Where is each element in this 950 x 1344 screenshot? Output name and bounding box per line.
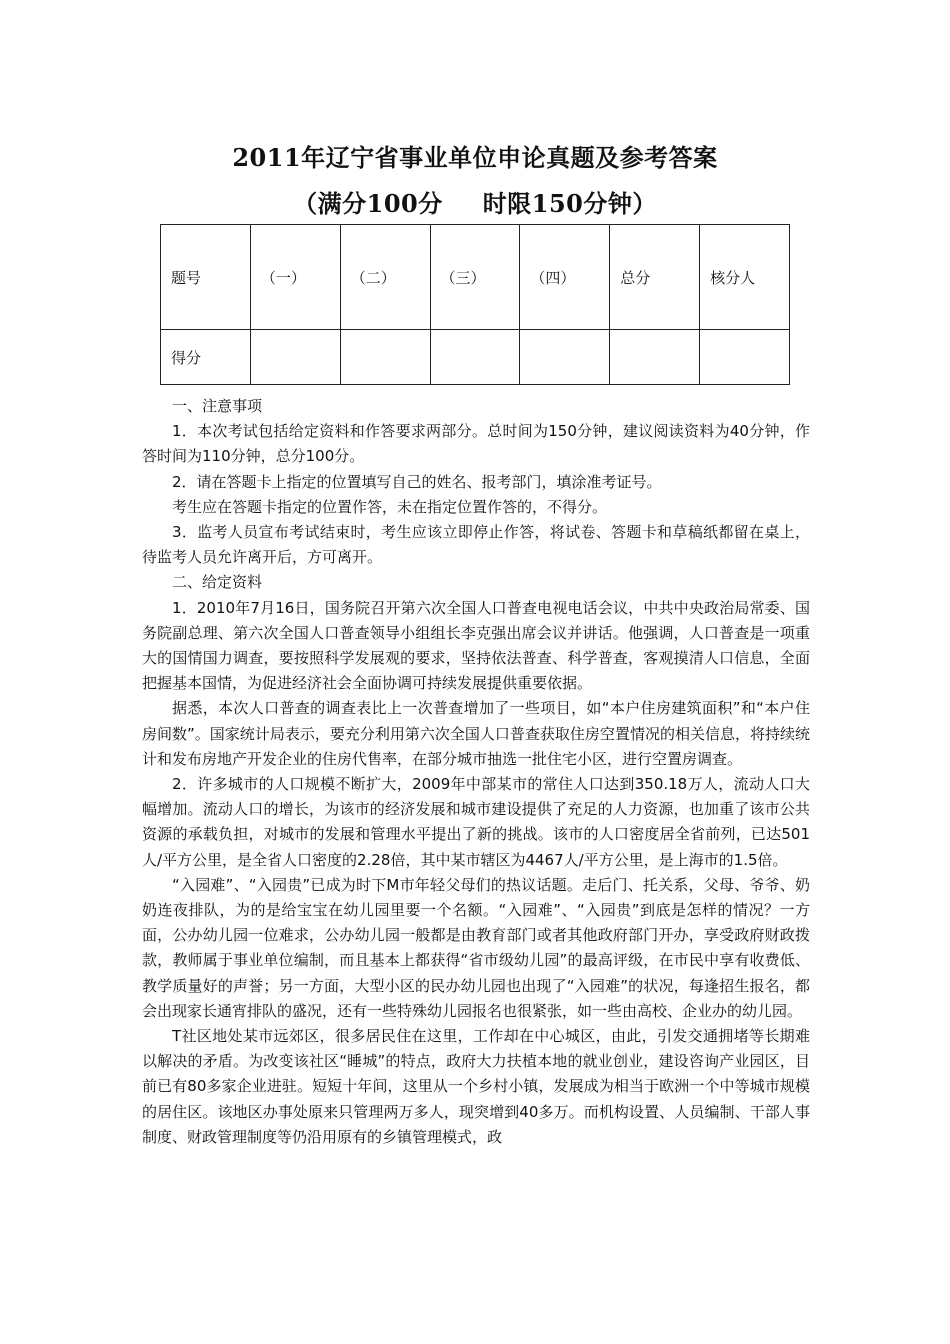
subtitle-time: 时限150分钟）: [482, 189, 657, 218]
paragraph: 1．本次考试包括给定资料和作答要求两部分。总时间为150分钟，建议阅读资料为40分钟，作答时间为110分钟，总分100分。: [142, 422, 810, 466]
score-table-header-row: [161, 225, 790, 330]
section-heading: 二、给定资料: [172, 573, 263, 592]
header-cell: 题号: [161, 225, 251, 330]
paragraph: 2．许多城市的人口规模不断扩大，2009年中部某市的常住人口达到350.18万人，流动人口大幅增加。流动人口的增长，为该市的经济发展和城市建设提供了充足的人力资源，也加重了该市公共资源的承载负担，对城市的发展和管理水平提出了新的挑战。该市的人口密度居全省前列，已达501人/平方公里，是全省人口密度的2.28倍，其中某市辖区为4467人/平方公里，是上海市的1.5倍。: [142, 775, 810, 869]
page-subtitle: [0, 184, 950, 219]
document-body: [142, 394, 810, 1150]
header-cell: （二）: [340, 225, 430, 330]
score-cell: [250, 330, 340, 385]
score-table-score-row: [161, 330, 790, 385]
paragraph: 3．监考人员宣布考试结束时，考生应该立即停止作答，将试卷、答题卡和草稿纸都留在桌上，待监考人员允许离开后，方可离开。: [142, 523, 810, 567]
paragraph: 据悉，本次人口普查的调查表比上一次普查增加了一些项目，如“本户住房建筑面积”和“本户住房间数”。国家统计局表示，要充分利用第六次全国人口普查获取住房空置情况的相关信息，将持续统计和发布房地产开发企业的住房代售率，在部分城市抽选一批住宅小区，进行空置房调查。: [142, 699, 810, 768]
subtitle-score: （满分100分: [293, 189, 443, 218]
header-cell: （三）: [430, 225, 520, 330]
score-cell: [610, 330, 700, 385]
score-cell: [430, 330, 520, 385]
paragraph: 考生应在答题卡指定的位置作答，未在指定位置作答的，不得分。: [172, 497, 608, 516]
score-row-label: 得分: [161, 330, 251, 385]
score-cell: [700, 330, 790, 385]
section-heading: 一、注意事项: [172, 397, 263, 415]
score-cell: [340, 330, 430, 385]
header-cell: （一）: [250, 225, 340, 330]
paragraph: “入园难”、“入园贵”已成为时下M市年轻父母们的热议话题。走后门、托关系，父母、爷爷、奶奶连夜排队，为的是给宝宝在幼儿园里要一个名额。“入园难”、“入园贵”到底是怎样的情况？一方面，公办幼儿园一位难求，公办幼儿园一般都是由教育部门或者其他政府部门开办，享受政府财政拨款，教师属于事业单位编制，而且基本上都获得“省市级幼儿园”的最高评级，在市民中享有收费低、教学质量好的声誉；另一方面，大型小区的民办幼儿园也出现了“入园难”的状况，每逢招生报名，都会出现家长通宵排队的盛况，还有一些特殊幼儿园报名也很紧张，如一些由高校、企业办的幼儿园。: [142, 875, 810, 1020]
paragraph: 2．请在答题卡上指定的位置填写自己的姓名、报考部门，填涂准考证号。: [172, 472, 662, 491]
score-table: [160, 224, 790, 385]
header-cell: 总分: [610, 225, 700, 330]
paragraph: 1．2010年7月16日，国务院召开第六次全国人口普查电视电话会议，中共中央政治局常委、国务院副总理、第六次全国人口普查领导小组组长李克强出席会议并讲话。他强调，人口普查是一项重大的国情国力调查，要按照科学发展观的要求，坚持依法普查、科学普查，客观摸清人口信息，全面把握基本国情，为促进经济社会全面协调可持续发展提供重要依据。: [142, 598, 810, 693]
page-title: 2011年辽宁省事业单位申论真题及参考答案: [232, 143, 718, 172]
paragraph: T社区地处某市远郊区，很多居民住在这里，工作却在中心城区，由此，引发交通拥堵等长期难以解决的矛盾。为改变该社区“睡城”的特点，政府大力扶植本地的就业创业，建设咨询产业园区，目前已有80多家企业进驻。短短十年间，这里从一个乡村小镇，发展成为相当于欧洲一个中等城市规模的居住区。该地区办事处原来只管理两万多人，现突增到40多万。而机构设置、人员编制、干部人事制度、财政管理制度等仍沿用原有的乡镇管理模式，政: [142, 1027, 810, 1146]
score-cell: [520, 330, 610, 385]
header-cell: 核分人: [700, 225, 790, 330]
header-cell: （四）: [520, 225, 610, 330]
